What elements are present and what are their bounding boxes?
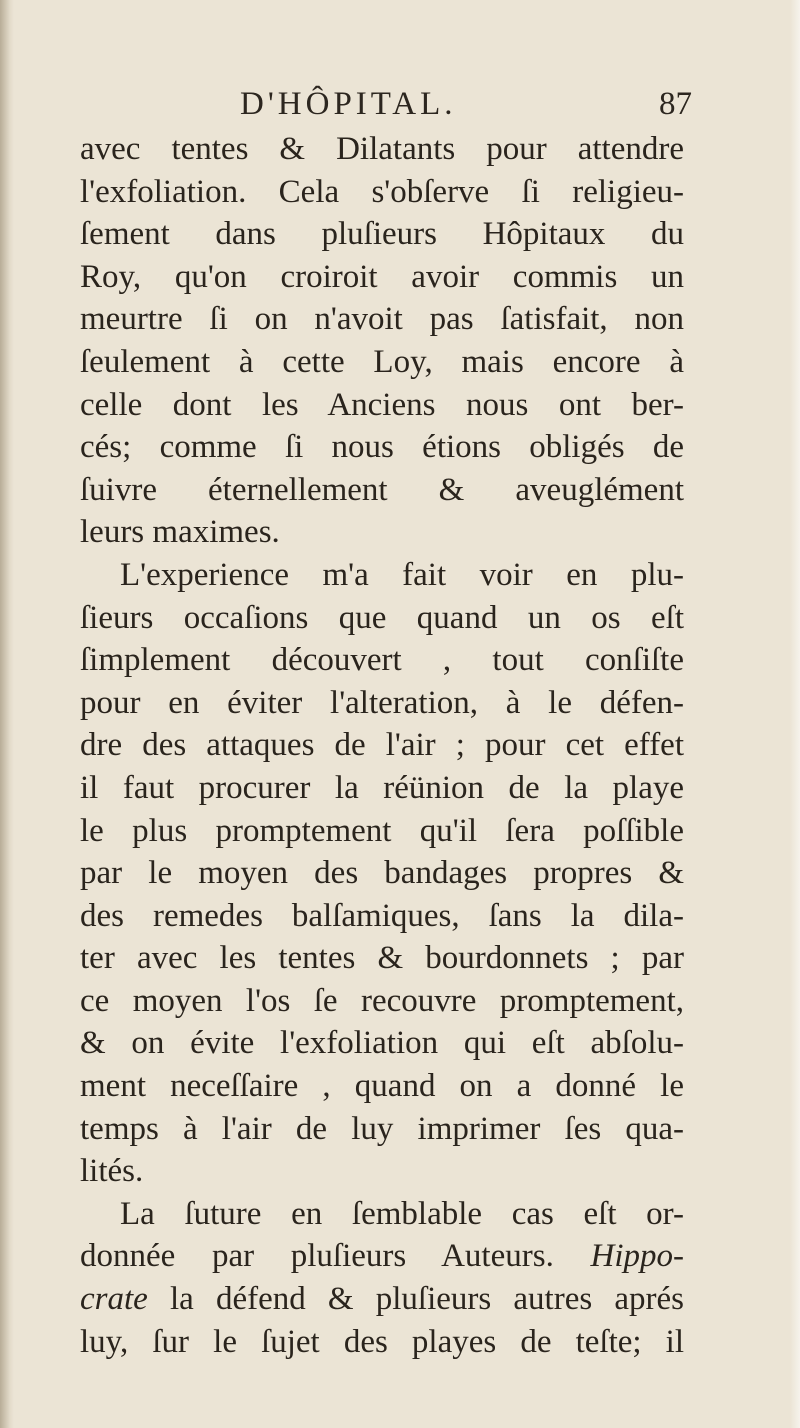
text-line: lités.: [80, 1153, 144, 1190]
text-line: par le moyen des bandages propres &: [80, 855, 684, 892]
text-line: l'exfoliation. Cela s'obſerve ſi religieu-: [80, 173, 684, 210]
text-line: celle dont les Anciens nous ont ber-: [80, 386, 684, 423]
running-head: D'HÔPITAL.: [240, 86, 457, 122]
text-line: il faut procurer la réünion de la playe: [80, 769, 684, 806]
text-line: ſeulement à cette Loy, mais encore à: [80, 343, 684, 380]
text-line: [80, 1278, 684, 1321]
page-number: 87: [659, 86, 692, 122]
text-line: avec tentes & Dilatants pour attendre: [80, 131, 684, 167]
text-line: ſimplement découvert , tout conſiſte: [80, 642, 684, 679]
italic-name: Hippo-: [590, 1238, 684, 1275]
text-line: cés; comme ſi nous étions obligés de: [80, 429, 684, 466]
text-line: La ſuture en ſemblable cas eſt or-: [120, 1195, 684, 1232]
text-line: pour en éviter l'alteration, à le défen-: [80, 684, 684, 721]
text-line: temps à l'air de luy imprimer ſes qua-: [80, 1110, 684, 1147]
text-line: ſieurs occaſions que quand un os eſt: [80, 599, 684, 636]
body-text: [80, 128, 684, 1363]
text-line: meurtre ſi on n'avoit pas ſatisfait, non: [80, 301, 684, 338]
page-header: [80, 86, 692, 130]
text-line: le plus promptement qu'il ſera poſſible: [80, 812, 684, 849]
text-line: dre des attaques de l'air ; pour cet effet: [80, 727, 684, 764]
text-line: des remedes balſamiques, ſans la dila-: [80, 897, 684, 934]
text-line: ſuivre éternellement & aveuglément: [80, 471, 684, 508]
text-line: L'experience m'a fait voir en plu-: [120, 556, 684, 593]
text-line: ſement dans pluſieurs Hôpitaux du: [80, 216, 684, 253]
text-line: leurs maximes.: [80, 514, 280, 551]
text-line: & on évite l'exfoliation qui eſt abſolu-: [80, 1025, 684, 1062]
text-line: [80, 1235, 684, 1278]
text-line: ment neceſſaire , quand on a donné le: [80, 1068, 684, 1105]
text-line: luy, ſur le ſujet des playes de teſte; il: [80, 1323, 684, 1360]
text-segment: donnée par pluſieurs Auteurs.: [80, 1238, 591, 1275]
text-line: ter avec les tentes & bourdonnets ; par: [80, 940, 684, 977]
text-line: ce moyen l'os ſe recouvre promptement,: [80, 982, 684, 1019]
italic-name: crate: [80, 1281, 148, 1318]
text-line: Roy, qu'on croiroit avoir commis un: [80, 258, 684, 295]
text-segment: la défend & pluſieurs autres aprés: [147, 1281, 684, 1318]
